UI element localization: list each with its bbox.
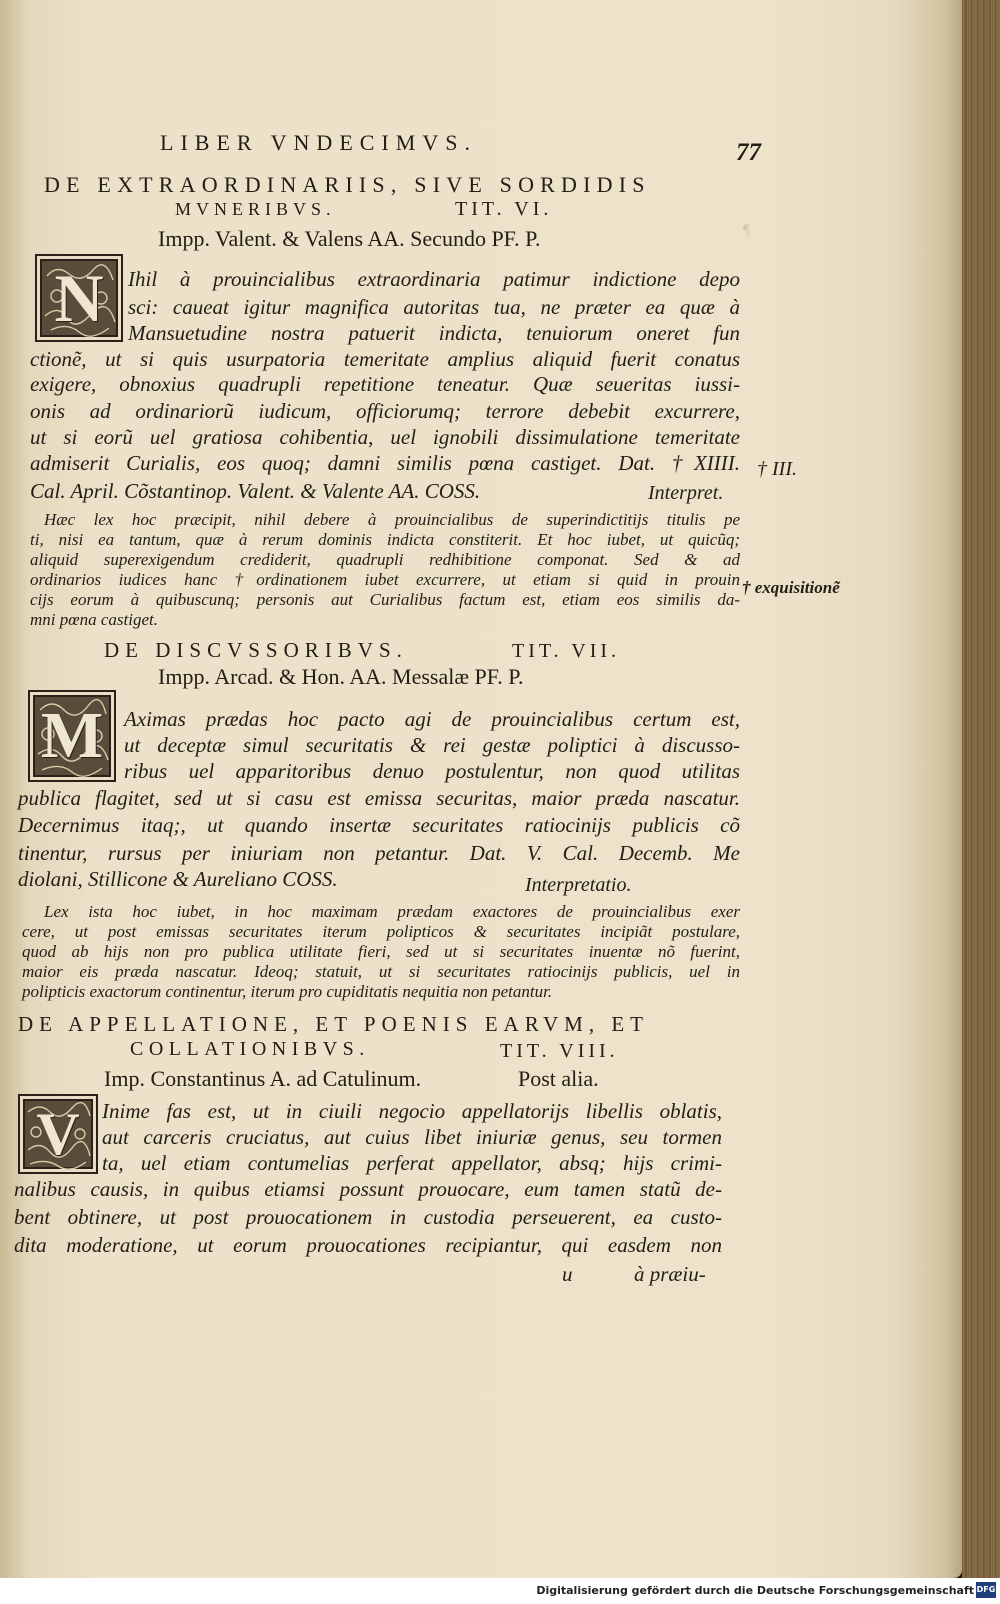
interpret-label: Interpret. xyxy=(648,482,724,504)
catchword: à præiu- xyxy=(634,1262,706,1286)
interpretation-line: polipticis exactorum continentur, iterum pro cupiditatis nequitia non petantur. xyxy=(22,982,553,1001)
text-line: ribus uel apparitoribus denuo postulentur, non quod utilitas xyxy=(124,759,740,783)
running-title: LIBER VNDECIMVS. xyxy=(160,130,477,155)
text-line: ut si eorũ uel gratiosa cohibentia, uel ignobili dissimulatione temeritate xyxy=(30,425,740,449)
text-line: sci: caueat igitur magnifica autoritas tua, ne præter ea quæ à xyxy=(128,295,740,319)
text-line: publica flagitet, sed ut si casu est emissa securitas, maior præda nascatur. xyxy=(18,786,740,810)
catchword-left: u xyxy=(562,1262,573,1286)
interpretation-line: aliquid superexigendum crediderit, quadrupli redhibitione componat. Sed & ad xyxy=(30,550,740,569)
interpretation-line: quod ab hijs non pro publica utilitate fieri, sed ut si securitates inuentæ nõ fuerint, xyxy=(22,942,740,961)
text-line: onis ad ordinariorũ iudicum, officiorumq; terrore debebit excurrere, xyxy=(30,399,740,423)
rubric: Impp. Valent. & Valens AA. Secundo PF. P. xyxy=(158,226,541,251)
rubric: Impp. Arcad. & Hon. AA. Messalæ PF. P. xyxy=(158,664,524,689)
book-edge xyxy=(962,0,1000,1578)
dfg-logo-icon: DFG xyxy=(976,1582,996,1598)
interpretation-line: ti, nisi ea tantum, quæ à rerum dominis indicta constiterit. Et hoc iubet, ut quicũq; xyxy=(30,530,740,549)
interpretation-line: mni pœna castiget. xyxy=(30,610,158,629)
text-line: Inime fas est, ut in ciuili negocio appellatorijs libellis oblatis, xyxy=(102,1099,722,1123)
page-number: 77 xyxy=(736,139,761,166)
text-line: ctionẽ, ut si quis usurpatoria temeritate amplius aliquid fuerit conatus xyxy=(30,347,740,371)
text-line: aut carceris cruciatus, aut cuius libet iniuriæ genus, seu tormen xyxy=(102,1125,722,1149)
section-title: DE APPELLATIONE, ET POENIS EARVM, ET xyxy=(18,1012,650,1036)
text-line: diolani, Stillicone & Aureliano COSS. xyxy=(18,867,338,891)
section-title-cont: COLLATIONIBVS. xyxy=(130,1038,370,1060)
initial-letter-n: N xyxy=(35,254,123,342)
text-line: bent obtinere, ut post prouocationem in custodia perseuerent, ea custo- xyxy=(14,1205,722,1229)
text-line: Ihil à prouincialibus extraordinaria patimur indictione depo xyxy=(128,267,740,291)
interpretation-line: Lex ista hoc iubet, in hoc maximam prædam exactores de prouincialibus exer xyxy=(44,902,740,921)
text-line: admiserit Curialis, eos quoq; damni similis pœna castiget. Dat. †XIIII. xyxy=(30,451,740,475)
text-line: dita moderatione, ut eorum prouocationes recipiantur, qui easdem non xyxy=(14,1233,722,1257)
rubric: Imp. Constantinus A. ad Catulinum. xyxy=(104,1066,422,1091)
text-line: Aximas prædas hoc pacto agi de prouincialibus certum est, xyxy=(124,707,740,731)
text-line: tinentur, rursus per iniuriam non petantur. Dat. V. Cal. Decemb. Me xyxy=(18,841,740,865)
bleed-through-text: ¶ xyxy=(742,222,751,239)
text-line: nalibus causis, in quibus etiamsi possunt prouocare, eum tamen statũ de- xyxy=(14,1177,722,1201)
text-line: Decernimus itaq;, ut quando insertæ securitates ratiocinijs publicis cõ xyxy=(18,813,740,837)
footer-bar xyxy=(0,1578,1000,1604)
text-line: Mansuetudine nostra patuerit indicta, tenuiorum oneret fun xyxy=(128,321,740,345)
interpretation-line: cere, ut post emissas securitates iterum polipticos & securitates incipiãt postulare, xyxy=(22,922,740,941)
margin-note: † exquisitionẽ xyxy=(742,578,840,597)
interpret-label: Interpretatio. xyxy=(525,874,632,896)
interpretation-line: ordinarios iudices hanc †ordinationem iubet excurrere, ut etiam si quid in prouin xyxy=(30,570,740,589)
section-title: DE EXTRAORDINARIIS, SIVE SORDIDIS xyxy=(44,172,651,197)
text-line: exigere, obnoxius quadrupli repetitione teneatur. Quæ seueritas iussi- xyxy=(30,372,740,396)
initial-letter-v: V xyxy=(18,1094,98,1174)
margin-note: † III. xyxy=(757,458,797,480)
text-line: ta, uel etiam contumelias perferat appellator, absq; hijs crimi- xyxy=(102,1151,722,1175)
rubric-post: Post alia. xyxy=(518,1066,599,1091)
footer-text: Digitalisierung gefördert durch die Deutsche Forschungsgemeinschaft xyxy=(536,1584,974,1597)
section-tit: TIT. VII. xyxy=(512,640,621,662)
section-tit: TIT. VIII. xyxy=(500,1040,619,1062)
section-title: DE DISCVSSORIBVS. xyxy=(104,638,408,662)
initial-letter-m: M xyxy=(28,690,116,782)
text-line: Cal. April. Cõstantinop. Valent. & Valente AA. COSS. xyxy=(30,479,481,503)
interpretation-line: maior eis præda nascatur. Ideoq; statuit, ut si securitates ratiocinijs publicis, uel in xyxy=(22,962,740,981)
interpretation-line: cijs eorum à quibuscunq; personis aut Curialibus factum est, etiam eos similis da- xyxy=(30,590,740,609)
text-line: ut deceptæ simul securitatis & rei gestæ poliptici à discusso- xyxy=(124,733,740,757)
interpretation-line: Hæc lex hoc præcipit, nihil debere à prouincialibus de superindictitijs titulis pe xyxy=(44,510,740,529)
section-title-cont: MVNERIBVS. xyxy=(175,199,336,219)
section-tit: TIT. VI. xyxy=(455,198,553,220)
